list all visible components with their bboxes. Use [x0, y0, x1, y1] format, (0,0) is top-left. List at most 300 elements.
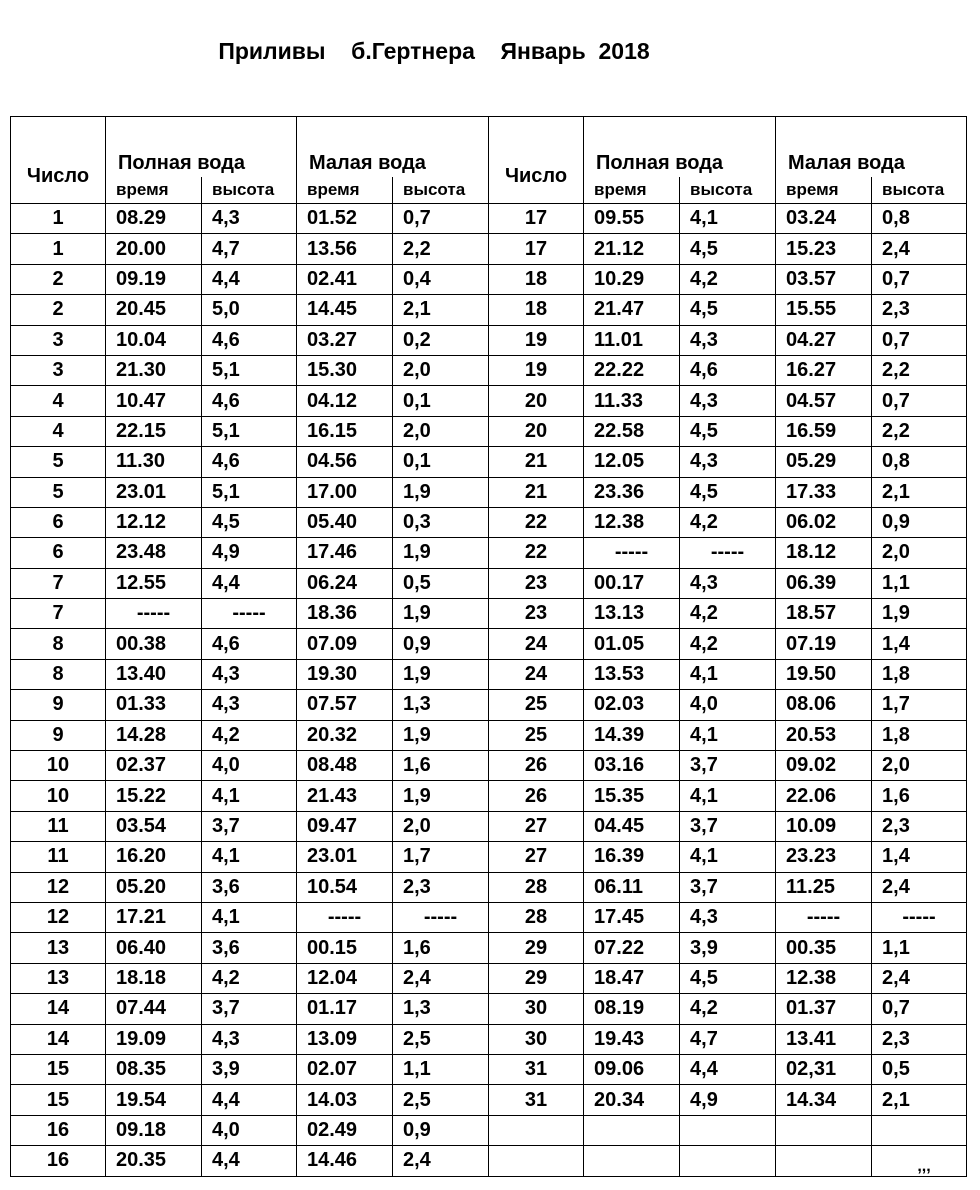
- low-time-left: 14.45: [297, 295, 393, 325]
- high-height-left: -----: [202, 599, 297, 629]
- high-time-right: 11.33: [584, 386, 680, 416]
- low-time-left: 03.27: [297, 325, 393, 355]
- high-height-left: 4,1: [202, 781, 297, 811]
- low-height-right: 0,8: [872, 204, 967, 234]
- low-height-left: 1,9: [393, 599, 489, 629]
- low-height-right: [872, 1115, 967, 1145]
- day-left: 8: [11, 629, 106, 659]
- table-row: [11, 1115, 967, 1145]
- low-height-right: 2,0: [872, 538, 967, 568]
- high-time-right: 11.01: [584, 325, 680, 355]
- low-time-left: 06.24: [297, 568, 393, 598]
- high-height-right: 3,7: [680, 872, 776, 902]
- low-time-right: 15.23: [776, 234, 872, 264]
- low-height-right: 2,2: [872, 355, 967, 385]
- low-height-left: 1,9: [393, 477, 489, 507]
- high-height-left: 4,1: [202, 902, 297, 932]
- low-height-left: 1,6: [393, 751, 489, 781]
- high-time-right: 20.34: [584, 1085, 680, 1115]
- day-right: 18: [489, 295, 584, 325]
- high-time-right: 10.29: [584, 264, 680, 294]
- page-title: Приливы б.Гертнера Январь 2018: [218, 38, 650, 64]
- low-height-left: 2,2: [393, 234, 489, 264]
- low-height-left: 0,1: [393, 447, 489, 477]
- low-height-right: -----: [872, 902, 967, 932]
- low-height-left: 2,4: [393, 1146, 489, 1176]
- day-left: 7: [11, 568, 106, 598]
- low-height-left: 2,1: [393, 295, 489, 325]
- low-time-left: 19.30: [297, 659, 393, 689]
- table-row: [11, 507, 967, 537]
- low-time-right: 02,31: [776, 1054, 872, 1084]
- high-time-left: 10.04: [106, 325, 202, 355]
- low-time-right: 06.39: [776, 568, 872, 598]
- high-time-right: 12.05: [584, 447, 680, 477]
- day-right: 24: [489, 659, 584, 689]
- high-time-left: 22.15: [106, 416, 202, 446]
- low-time-right: 16.27: [776, 355, 872, 385]
- low-time-right: 07.19: [776, 629, 872, 659]
- day-right: [489, 1146, 584, 1176]
- day-left: 12: [11, 872, 106, 902]
- low-time-right: 18.57: [776, 599, 872, 629]
- high-time-left: 14.28: [106, 720, 202, 750]
- low-time-right: 03.57: [776, 264, 872, 294]
- low-height-left: 1,9: [393, 781, 489, 811]
- day-right: 17: [489, 234, 584, 264]
- high-height-right: 4,1: [680, 842, 776, 872]
- high-time-right: 06.11: [584, 872, 680, 902]
- low-height-left: 2,5: [393, 1024, 489, 1054]
- low-height-left: 2,5: [393, 1085, 489, 1115]
- low-time-right: [776, 1146, 872, 1176]
- high-time-right: 07.22: [584, 933, 680, 963]
- table-row: [11, 659, 967, 689]
- low-time-right: 23.23: [776, 842, 872, 872]
- high-height-right: 4,3: [680, 325, 776, 355]
- day-right: 27: [489, 842, 584, 872]
- low-height-left: -----: [393, 902, 489, 932]
- high-height-left: 4,3: [202, 690, 297, 720]
- table-row: [11, 295, 967, 325]
- high-height-right: 4,6: [680, 355, 776, 385]
- day-right: 30: [489, 1024, 584, 1054]
- low-time-left: 01.52: [297, 204, 393, 234]
- table-row: [11, 872, 967, 902]
- low-height-right: 2,3: [872, 1024, 967, 1054]
- low-time-left: 16.15: [297, 416, 393, 446]
- high-height-right: 4,2: [680, 264, 776, 294]
- table-row: [11, 1085, 967, 1115]
- low-time-left: 20.32: [297, 720, 393, 750]
- high-height-left: 4,0: [202, 751, 297, 781]
- low-height-left: 0,3: [393, 507, 489, 537]
- table-row: [11, 1146, 967, 1176]
- low-height-left: 0,2: [393, 325, 489, 355]
- day-right: 29: [489, 933, 584, 963]
- high-time-right: 04.45: [584, 811, 680, 841]
- day-right: 24: [489, 629, 584, 659]
- day-left: 7: [11, 599, 106, 629]
- table-row: [11, 720, 967, 750]
- low-time-left: 13.09: [297, 1024, 393, 1054]
- low-time-right: 01.37: [776, 994, 872, 1024]
- day-right: 25: [489, 720, 584, 750]
- low-height-left: 1,9: [393, 538, 489, 568]
- day-left: 11: [11, 842, 106, 872]
- day-right: 28: [489, 872, 584, 902]
- low-time-left: 04.12: [297, 386, 393, 416]
- high-time-right: 16.39: [584, 842, 680, 872]
- header-time: время: [776, 177, 872, 204]
- day-left: 16: [11, 1146, 106, 1176]
- header-low-water-left: Малая вода: [297, 117, 489, 178]
- tide-table-body: [11, 204, 967, 1177]
- day-right: 26: [489, 751, 584, 781]
- day-right: 19: [489, 355, 584, 385]
- low-height-left: 2,0: [393, 416, 489, 446]
- day-right: 23: [489, 599, 584, 629]
- high-height-right: 4,3: [680, 568, 776, 598]
- low-height-right: 2,3: [872, 811, 967, 841]
- high-time-right: 15.35: [584, 781, 680, 811]
- high-time-left: 17.21: [106, 902, 202, 932]
- high-height-left: 5,1: [202, 477, 297, 507]
- high-height-left: 3,6: [202, 872, 297, 902]
- header-time: время: [297, 177, 393, 204]
- low-time-left: 04.56: [297, 447, 393, 477]
- low-height-left: 0,4: [393, 264, 489, 294]
- low-height-right: 0,7: [872, 994, 967, 1024]
- table-row: [11, 264, 967, 294]
- high-time-left: 03.54: [106, 811, 202, 841]
- high-time-left: 16.20: [106, 842, 202, 872]
- low-time-right: 08.06: [776, 690, 872, 720]
- high-height-right: 4,0: [680, 690, 776, 720]
- high-time-left: 09.19: [106, 264, 202, 294]
- low-time-left: 01.17: [297, 994, 393, 1024]
- high-time-left: 08.35: [106, 1054, 202, 1084]
- low-time-right: 11.25: [776, 872, 872, 902]
- high-time-right: 18.47: [584, 963, 680, 993]
- high-time-right: 01.05: [584, 629, 680, 659]
- low-time-left: 00.15: [297, 933, 393, 963]
- day-left: 5: [11, 447, 106, 477]
- table-row: [11, 781, 967, 811]
- high-height-right: 4,1: [680, 659, 776, 689]
- high-height-left: 4,7: [202, 234, 297, 264]
- day-right: 30: [489, 994, 584, 1024]
- high-time-left: 08.29: [106, 204, 202, 234]
- header-number-right: Число: [489, 117, 584, 204]
- high-time-left: 11.30: [106, 447, 202, 477]
- low-time-left: 13.56: [297, 234, 393, 264]
- low-height-right: 1,7: [872, 690, 967, 720]
- day-left: 11: [11, 811, 106, 841]
- table-row: [11, 447, 967, 477]
- day-left: 10: [11, 781, 106, 811]
- day-right: 20: [489, 386, 584, 416]
- low-height-right: 2,4: [872, 872, 967, 902]
- low-height-right: 0,7: [872, 325, 967, 355]
- high-time-right: 21.12: [584, 234, 680, 264]
- high-time-left: 20.00: [106, 234, 202, 264]
- day-right: 23: [489, 568, 584, 598]
- high-time-right: 02.03: [584, 690, 680, 720]
- day-right: 31: [489, 1085, 584, 1115]
- header-height: высота: [202, 177, 297, 204]
- low-time-right: 13.41: [776, 1024, 872, 1054]
- low-height-left: 0,1: [393, 386, 489, 416]
- table-row: [11, 751, 967, 781]
- high-height-right: 4,5: [680, 234, 776, 264]
- high-time-right: 21.47: [584, 295, 680, 325]
- high-height-left: 4,2: [202, 720, 297, 750]
- low-height-left: 2,3: [393, 872, 489, 902]
- high-height-right: -----: [680, 538, 776, 568]
- high-height-left: 4,3: [202, 1024, 297, 1054]
- high-height-left: 5,1: [202, 355, 297, 385]
- low-time-right: 06.02: [776, 507, 872, 537]
- table-row: [11, 416, 967, 446]
- high-height-right: 4,1: [680, 720, 776, 750]
- header-height: высота: [680, 177, 776, 204]
- high-time-left: 15.22: [106, 781, 202, 811]
- table-row: [11, 629, 967, 659]
- low-height-left: 2,4: [393, 963, 489, 993]
- day-right: 28: [489, 902, 584, 932]
- low-height-left: 1,3: [393, 994, 489, 1024]
- high-time-right: 00.17: [584, 568, 680, 598]
- low-time-right: 12.38: [776, 963, 872, 993]
- header-high-water-right: Полная вода: [584, 117, 776, 178]
- low-time-left: 02.41: [297, 264, 393, 294]
- table-row: [11, 538, 967, 568]
- low-time-left: 02.07: [297, 1054, 393, 1084]
- low-time-left: 07.09: [297, 629, 393, 659]
- high-height-left: 5,0: [202, 295, 297, 325]
- low-height-left: 2,0: [393, 811, 489, 841]
- header-low-water-right: Малая вода: [776, 117, 967, 178]
- high-height-right: 4,5: [680, 477, 776, 507]
- low-time-left: 17.46: [297, 538, 393, 568]
- high-time-left: 20.35: [106, 1146, 202, 1176]
- high-height-right: 4,5: [680, 416, 776, 446]
- low-height-left: 1,1: [393, 1054, 489, 1084]
- low-height-right: ,,,: [872, 1146, 967, 1176]
- day-left: 8: [11, 659, 106, 689]
- high-time-left: 09.18: [106, 1115, 202, 1145]
- low-height-left: 1,6: [393, 933, 489, 963]
- low-time-left: 09.47: [297, 811, 393, 841]
- low-time-left: 18.36: [297, 599, 393, 629]
- low-time-right: 20.53: [776, 720, 872, 750]
- high-height-left: 4,2: [202, 963, 297, 993]
- high-height-right: 4,3: [680, 447, 776, 477]
- day-right: 20: [489, 416, 584, 446]
- day-left: 6: [11, 538, 106, 568]
- low-height-right: 2,2: [872, 416, 967, 446]
- day-left: 14: [11, 994, 106, 1024]
- low-height-right: 1,8: [872, 659, 967, 689]
- low-time-left: 21.43: [297, 781, 393, 811]
- high-time-right: [584, 1146, 680, 1176]
- high-time-right: 13.13: [584, 599, 680, 629]
- low-time-left: -----: [297, 902, 393, 932]
- low-time-right: 15.55: [776, 295, 872, 325]
- low-height-left: 1,9: [393, 720, 489, 750]
- high-time-left: -----: [106, 599, 202, 629]
- day-left: 1: [11, 204, 106, 234]
- low-time-right: 14.34: [776, 1085, 872, 1115]
- header-time: время: [584, 177, 680, 204]
- high-time-left: 21.30: [106, 355, 202, 385]
- table-row: [11, 1024, 967, 1054]
- low-time-left: 05.40: [297, 507, 393, 537]
- low-time-right: 04.57: [776, 386, 872, 416]
- low-height-right: 0,7: [872, 264, 967, 294]
- high-time-right: 22.22: [584, 355, 680, 385]
- day-left: 14: [11, 1024, 106, 1054]
- low-height-left: 1,3: [393, 690, 489, 720]
- day-left: 12: [11, 902, 106, 932]
- header-time: время: [106, 177, 202, 204]
- day-right: 21: [489, 447, 584, 477]
- low-time-right: [776, 1115, 872, 1145]
- low-height-left: 0,5: [393, 568, 489, 598]
- day-right: 22: [489, 507, 584, 537]
- low-height-right: 0,7: [872, 386, 967, 416]
- low-time-left: 10.54: [297, 872, 393, 902]
- low-height-left: 2,0: [393, 355, 489, 385]
- high-height-right: [680, 1146, 776, 1176]
- low-time-right: -----: [776, 902, 872, 932]
- low-height-right: 1,9: [872, 599, 967, 629]
- high-time-left: 12.55: [106, 568, 202, 598]
- high-time-right: 23.36: [584, 477, 680, 507]
- high-time-right: 09.06: [584, 1054, 680, 1084]
- low-time-right: 18.12: [776, 538, 872, 568]
- high-time-right: -----: [584, 538, 680, 568]
- high-height-right: 4,5: [680, 963, 776, 993]
- table-row: [11, 325, 967, 355]
- day-left: 4: [11, 386, 106, 416]
- day-left: 2: [11, 295, 106, 325]
- high-time-left: 07.44: [106, 994, 202, 1024]
- high-time-left: 20.45: [106, 295, 202, 325]
- day-left: 1: [11, 234, 106, 264]
- low-height-right: 1,6: [872, 781, 967, 811]
- low-height-left: 0,7: [393, 204, 489, 234]
- table-row: [11, 477, 967, 507]
- low-height-left: 0,9: [393, 1115, 489, 1145]
- high-height-left: 3,7: [202, 994, 297, 1024]
- high-time-right: 12.38: [584, 507, 680, 537]
- high-height-left: 3,6: [202, 933, 297, 963]
- high-time-right: 08.19: [584, 994, 680, 1024]
- high-height-left: 4,6: [202, 447, 297, 477]
- low-time-right: 05.29: [776, 447, 872, 477]
- high-height-left: 3,7: [202, 811, 297, 841]
- low-time-right: 22.06: [776, 781, 872, 811]
- high-height-left: 4,0: [202, 1115, 297, 1145]
- low-time-left: 02.49: [297, 1115, 393, 1145]
- day-right: 31: [489, 1054, 584, 1084]
- day-left: 2: [11, 264, 106, 294]
- high-height-left: 4,6: [202, 386, 297, 416]
- low-time-right: 10.09: [776, 811, 872, 841]
- table-row: [11, 690, 967, 720]
- high-height-left: 4,4: [202, 264, 297, 294]
- high-time-right: 14.39: [584, 720, 680, 750]
- low-time-right: 17.33: [776, 477, 872, 507]
- high-time-right: [584, 1115, 680, 1145]
- high-time-right: 13.53: [584, 659, 680, 689]
- high-height-right: 4,2: [680, 599, 776, 629]
- day-left: 13: [11, 963, 106, 993]
- table-row: [11, 994, 967, 1024]
- day-left: 13: [11, 933, 106, 963]
- low-height-right: 1,4: [872, 629, 967, 659]
- header-row-main: [11, 117, 967, 178]
- high-height-left: 4,3: [202, 204, 297, 234]
- low-time-left: 14.46: [297, 1146, 393, 1176]
- low-time-right: 19.50: [776, 659, 872, 689]
- day-right: 21: [489, 477, 584, 507]
- day-left: 15: [11, 1054, 106, 1084]
- low-time-right: 03.24: [776, 204, 872, 234]
- high-time-left: 00.38: [106, 629, 202, 659]
- header-height: высота: [393, 177, 489, 204]
- day-left: 16: [11, 1115, 106, 1145]
- high-time-left: 13.40: [106, 659, 202, 689]
- table-row: [11, 933, 967, 963]
- low-time-right: 16.59: [776, 416, 872, 446]
- high-height-left: 4,9: [202, 538, 297, 568]
- tide-table: [10, 116, 967, 1177]
- high-time-left: 06.40: [106, 933, 202, 963]
- high-time-left: 23.01: [106, 477, 202, 507]
- high-height-right: 3,9: [680, 933, 776, 963]
- low-height-right: 2,1: [872, 1085, 967, 1115]
- day-left: 6: [11, 507, 106, 537]
- header-high-water-left: Полная вода: [106, 117, 297, 178]
- day-right: [489, 1115, 584, 1145]
- high-height-right: [680, 1115, 776, 1145]
- high-height-left: 4,3: [202, 659, 297, 689]
- high-height-right: 4,3: [680, 386, 776, 416]
- low-height-left: 0,9: [393, 629, 489, 659]
- high-time-right: 09.55: [584, 204, 680, 234]
- high-height-right: 3,7: [680, 751, 776, 781]
- high-height-left: 4,6: [202, 629, 297, 659]
- high-height-right: 4,3: [680, 902, 776, 932]
- day-right: 19: [489, 325, 584, 355]
- high-height-left: 4,1: [202, 842, 297, 872]
- table-row: [11, 811, 967, 841]
- low-height-right: 2,1: [872, 477, 967, 507]
- high-time-right: 03.16: [584, 751, 680, 781]
- high-time-left: 18.18: [106, 963, 202, 993]
- low-height-right: 0,5: [872, 1054, 967, 1084]
- high-height-left: 3,9: [202, 1054, 297, 1084]
- day-left: 3: [11, 325, 106, 355]
- day-right: 17: [489, 204, 584, 234]
- low-height-right: 2,4: [872, 234, 967, 264]
- high-time-left: 01.33: [106, 690, 202, 720]
- high-height-right: 4,1: [680, 781, 776, 811]
- day-right: 27: [489, 811, 584, 841]
